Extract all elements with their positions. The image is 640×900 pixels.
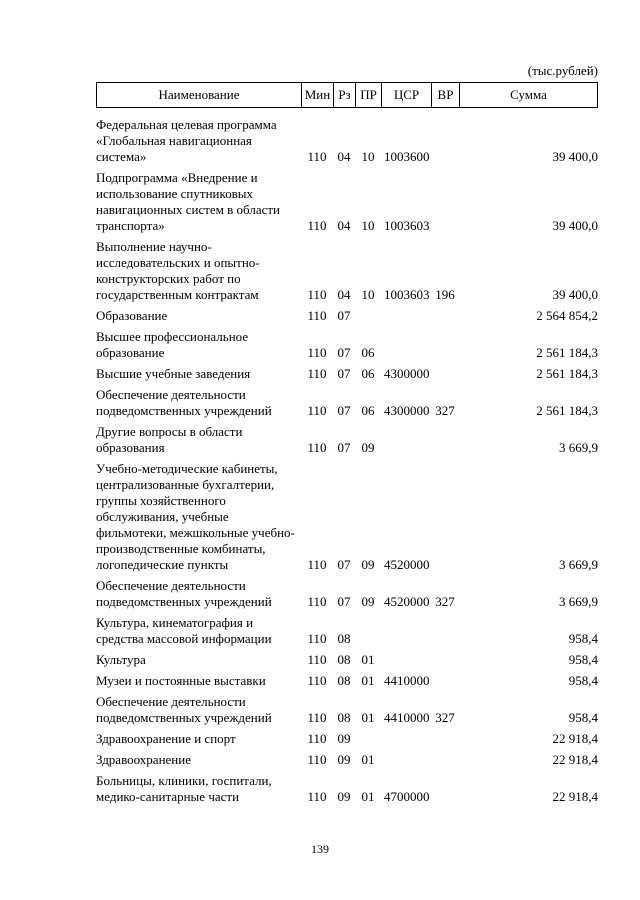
cell-name: Здравоохранение (96, 752, 191, 767)
cell-min: 110 (307, 366, 327, 381)
cell-sum: 22 918,4 (552, 731, 598, 746)
cell-rz: 09 (337, 731, 351, 746)
cell-name: Высшие учебные заведения (96, 366, 251, 381)
cell-rz: 07 (337, 557, 351, 572)
table-row (96, 752, 598, 768)
cell-name: Обеспечение деятельности подведомственных учреждений (96, 387, 272, 418)
cell-csr: 4300000 (384, 403, 430, 418)
cell-vr: 327 (435, 594, 455, 609)
cell-min: 110 (307, 631, 327, 646)
cell-sum: 958,4 (568, 631, 598, 646)
table-row (96, 694, 598, 726)
cell-rz: 04 (337, 287, 351, 302)
cell-pr: 01 (361, 673, 375, 688)
cell-min: 110 (307, 789, 327, 804)
cell-min: 110 (307, 308, 327, 323)
cell-name: Федеральная целевая программа «Глобальная навигационная система» (96, 117, 277, 164)
table-row (96, 615, 598, 647)
cell-min: 110 (307, 218, 327, 233)
table-row (96, 387, 598, 419)
cell-sum: 2 564 854,2 (536, 308, 598, 323)
units-label: (тыс.рублей) (527, 63, 598, 78)
cell-rz: 04 (337, 149, 351, 164)
cell-sum: 2 561 184,3 (536, 403, 598, 418)
cell-csr: 1003603 (384, 287, 430, 302)
cell-vr: 327 (435, 403, 455, 418)
cell-csr: 4410000 (384, 710, 430, 725)
cell-name: Культура, кинематография и средства массовой информации (96, 615, 272, 646)
table-row (96, 424, 598, 456)
cell-min: 110 (307, 287, 327, 302)
cell-csr: 4410000 (384, 673, 430, 688)
table-row (96, 652, 598, 668)
cell-name: Культура (96, 652, 146, 667)
cell-name: Обеспечение деятельности подведомственных учреждений (96, 578, 272, 609)
cell-rz: 04 (337, 218, 351, 233)
cell-sum: 2 561 184,3 (536, 345, 598, 360)
column-header-name: Наименование (97, 83, 302, 107)
table-row (96, 239, 598, 303)
cell-sum: 3 669,9 (559, 557, 598, 572)
cell-vr: 196 (435, 287, 455, 302)
cell-pr: 10 (361, 287, 375, 302)
cell-csr: 4700000 (384, 789, 430, 804)
table-body (96, 117, 598, 810)
cell-min: 110 (307, 345, 327, 360)
cell-min: 110 (307, 731, 327, 746)
cell-name: Высшее профессиональное образование (96, 329, 249, 360)
table-row (96, 731, 598, 747)
cell-min: 110 (307, 710, 327, 725)
cell-sum: 2 561 184,3 (536, 366, 598, 381)
cell-sum: 39 400,0 (552, 218, 598, 233)
cell-name: Образование (96, 308, 168, 323)
table-row (96, 366, 598, 382)
cell-name: Учебно-методические кабинеты, централизованные бухгалтерии, группы хозяйственного обслуживания, учебные фильмотеки, межшкольные учебно-производственные комбинаты, логопедические пункты (96, 461, 295, 572)
cell-csr: 1003600 (384, 149, 430, 164)
table-row (96, 578, 598, 610)
cell-rz: 08 (337, 710, 351, 725)
table-row (96, 329, 598, 361)
table-row (96, 170, 598, 234)
cell-min: 110 (307, 752, 327, 767)
cell-sum: 22 918,4 (552, 752, 598, 767)
column-header-min: Мин (302, 83, 334, 107)
cell-name: Подпрограмма «Внедрение и использование спутниковых навигационных систем в области транспорта» (96, 170, 281, 233)
cell-rz: 09 (337, 789, 351, 804)
column-header-vr: ВР (432, 83, 460, 107)
cell-rz: 08 (337, 673, 351, 688)
cell-csr: 4520000 (384, 594, 430, 609)
cell-csr: 1003603 (384, 218, 430, 233)
cell-pr: 09 (361, 557, 375, 572)
cell-rz: 08 (337, 631, 351, 646)
cell-sum: 3 669,9 (559, 440, 598, 455)
cell-pr: 01 (361, 789, 375, 804)
cell-name: Музеи и постоянные выставки (96, 673, 266, 688)
table-row (96, 117, 598, 165)
column-header-rz: Рз (334, 83, 356, 107)
cell-pr: 01 (361, 752, 375, 767)
cell-sum: 958,4 (568, 710, 598, 725)
cell-rz: 07 (337, 345, 351, 360)
cell-sum: 39 400,0 (552, 149, 598, 164)
cell-rz: 07 (337, 440, 351, 455)
cell-min: 110 (307, 557, 327, 572)
cell-min: 110 (307, 440, 327, 455)
cell-name: Здравоохранение и спорт (96, 731, 236, 746)
cell-name: Обеспечение деятельности подведомственных учреждений (96, 694, 272, 725)
table-row (96, 673, 598, 689)
table-header (96, 82, 598, 108)
cell-pr: 09 (361, 440, 375, 455)
page-number: 139 (311, 842, 329, 856)
cell-min: 110 (307, 149, 327, 164)
cell-name: Другие вопросы в области образования (96, 424, 243, 455)
cell-min: 110 (307, 652, 327, 667)
cell-sum: 39 400,0 (552, 287, 598, 302)
column-header-sum: Сумма (510, 87, 547, 102)
cell-min: 110 (307, 403, 327, 418)
cell-pr: 06 (361, 403, 375, 418)
table-row (96, 461, 598, 573)
cell-pr: 10 (361, 149, 375, 164)
cell-rz: 07 (337, 308, 351, 323)
table-row (96, 308, 598, 324)
cell-rz: 08 (337, 652, 351, 667)
cell-rz: 09 (337, 752, 351, 767)
table-row (96, 773, 598, 805)
cell-rz: 07 (337, 594, 351, 609)
cell-pr: 09 (361, 594, 375, 609)
cell-name: Больницы, клиники, госпитали, медико-санитарные части (96, 773, 272, 804)
cell-rz: 07 (337, 366, 351, 381)
cell-pr: 10 (361, 218, 375, 233)
cell-min: 110 (307, 673, 327, 688)
cell-pr: 06 (361, 366, 375, 381)
cell-pr: 01 (361, 652, 375, 667)
cell-pr: 06 (361, 345, 375, 360)
column-header-csr: ЦСР (382, 83, 432, 107)
cell-csr: 4520000 (384, 557, 430, 572)
cell-name: Выполнение научно-исследовательских и опытно-конструкторских работ по государственным контрактам (96, 239, 260, 302)
cell-vr: 327 (435, 710, 455, 725)
cell-rz: 07 (337, 403, 351, 418)
cell-sum: 958,4 (568, 652, 598, 667)
column-header-pr: ПР (356, 83, 382, 107)
cell-sum: 958,4 (568, 673, 598, 688)
cell-sum: 22 918,4 (552, 789, 598, 804)
cell-csr: 4300000 (384, 366, 430, 381)
cell-sum: 3 669,9 (559, 594, 598, 609)
cell-min: 110 (307, 594, 327, 609)
cell-pr: 01 (361, 710, 375, 725)
